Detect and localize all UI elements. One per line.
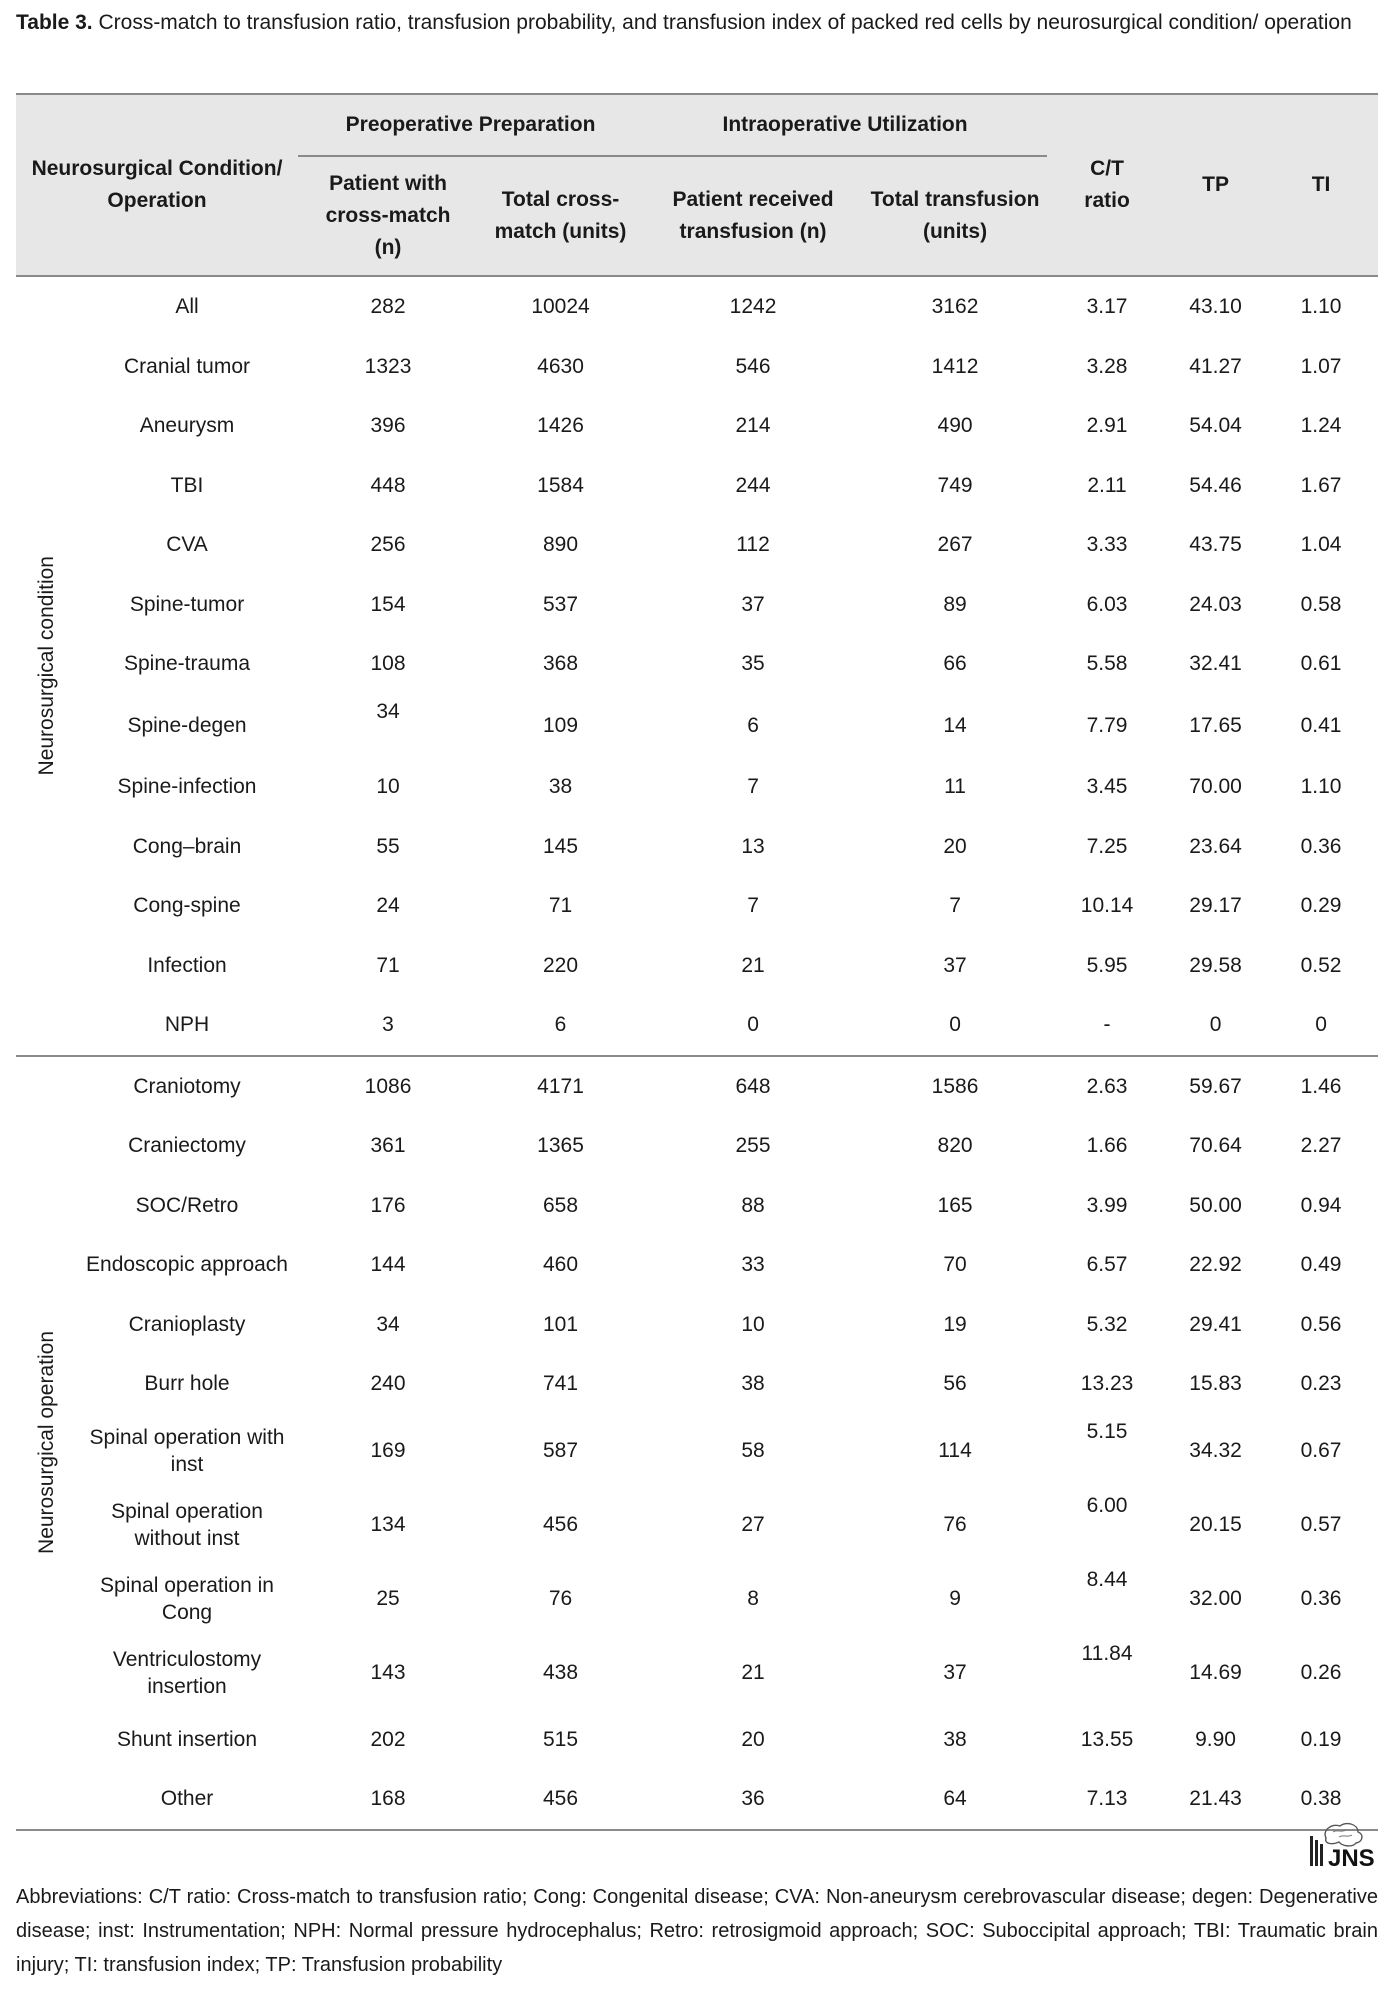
row-name-cell: Spine-tumor (129, 592, 245, 616)
ct-ratio-cell: 7.13 (1047, 1769, 1167, 1830)
total-transfusion-cell: 165 (937, 1193, 973, 1217)
ti-cell: 0 (1264, 995, 1378, 1056)
table-row (16, 1056, 1378, 1117)
total-transfusion-cell: 66 (943, 652, 967, 676)
row-name-cell: Shunt insertion (116, 1727, 258, 1751)
row-name-cell: Ventriculostomy insertion (112, 1647, 262, 1698)
table-row (16, 1116, 1378, 1176)
ti-cell: 0.19 (1300, 1727, 1342, 1751)
total-transfusion-cell: 56 (943, 1372, 967, 1396)
tp-cell: 29.58 (1189, 953, 1242, 977)
table-row (16, 1710, 1378, 1770)
patient-transfusion-cell: 27 (741, 1513, 765, 1536)
ti-cell: 0.61 (1300, 652, 1342, 676)
ti-cell: 2.27 (1300, 1134, 1342, 1158)
table-row (16, 1562, 1378, 1636)
total-transfusion-cell: 3162 (931, 295, 979, 319)
row-name-cell: Cong-spine (133, 894, 241, 918)
ti-cell: 1.10 (1300, 775, 1342, 799)
header-patient-transfusion: Patient received transfusion (n) (643, 156, 863, 276)
patient-transfusion-cell: 244 (735, 473, 771, 497)
patient-crossmatch-cell: 1323 (364, 354, 412, 378)
table-row (16, 515, 1378, 575)
patient-crossmatch-cell: 108 (370, 652, 406, 676)
group-label-condition (16, 276, 76, 1056)
ti-cell: 1.10 (1300, 295, 1342, 319)
table-row (16, 634, 1378, 694)
tp-cell: 29.41 (1189, 1312, 1242, 1336)
patient-crossmatch-cell: 34 (376, 699, 400, 723)
patient-crossmatch-cell: 240 (370, 1372, 406, 1396)
row-name-cell: Spinal operation with inst (89, 1425, 285, 1476)
table-row (16, 936, 1378, 996)
row-name-cell: Cranioplasty (128, 1312, 246, 1336)
tp-cell: 32.41 (1189, 652, 1242, 676)
table-row (16, 396, 1378, 456)
journal-logo (1306, 1820, 1378, 1870)
tp-cell: 32.00 (1189, 1587, 1242, 1610)
patient-crossmatch-cell: 169 (370, 1439, 406, 1462)
total-transfusion-cell: 70 (943, 1253, 967, 1277)
ti-cell: 0.49 (1300, 1253, 1342, 1277)
table-row (16, 995, 1378, 1056)
patient-crossmatch-cell: 1086 (364, 1074, 412, 1098)
ct-ratio-cell: - (1047, 995, 1167, 1056)
total-transfusion-cell: 20 (943, 834, 967, 858)
patient-transfusion-cell: 36 (643, 1769, 863, 1830)
patient-crossmatch-cell: 10 (376, 775, 400, 799)
header-ti: TI (1264, 94, 1378, 276)
total-crossmatch-cell: 460 (543, 1253, 579, 1277)
patient-crossmatch-cell: 396 (370, 414, 406, 438)
tp-cell: 23.64 (1189, 834, 1242, 858)
total-crossmatch-cell: 38 (548, 775, 573, 799)
patient-transfusion-cell: 20 (741, 1727, 765, 1751)
ct-ratio-cell: 13.55 (1080, 1727, 1134, 1751)
patient-transfusion-cell: 58 (741, 1439, 765, 1462)
header-total-transfusion: Total transfusion (units) (863, 156, 1047, 276)
table-row (16, 337, 1378, 397)
total-transfusion-cell: 820 (937, 1134, 973, 1158)
total-transfusion-cell: 114 (938, 1439, 972, 1462)
total-transfusion-cell: 37 (943, 953, 967, 977)
ti-cell: 0.29 (1300, 894, 1342, 918)
patient-transfusion-cell: 88 (741, 1193, 765, 1217)
patient-crossmatch-cell: 168 (298, 1769, 478, 1830)
ti-cell: 0.36 (1300, 834, 1342, 858)
total-transfusion-cell: 9 (949, 1587, 961, 1610)
tp-cell: 54.04 (1189, 414, 1242, 438)
total-transfusion-cell: 19 (943, 1312, 967, 1336)
tp-cell: 9.90 (1195, 1727, 1236, 1751)
ti-cell: 1.07 (1300, 354, 1342, 378)
ti-cell: 0.36 (1300, 1587, 1342, 1610)
patient-transfusion-cell: 546 (735, 354, 771, 378)
ct-ratio-cell: 3.99 (1086, 1193, 1128, 1217)
patient-transfusion-cell: 214 (735, 414, 771, 438)
table-header (16, 94, 1378, 276)
row-name-cell: Burr hole (144, 1372, 230, 1396)
table-row (16, 817, 1378, 877)
table-row (16, 1235, 1378, 1295)
patient-crossmatch-cell: 134 (370, 1513, 406, 1536)
row-name-cell: NPH (76, 995, 298, 1056)
ti-cell: 0.94 (1300, 1193, 1342, 1217)
total-transfusion-cell: 1412 (931, 354, 979, 378)
tp-cell: 50.00 (1189, 1193, 1242, 1217)
table-container (16, 93, 1378, 1831)
total-transfusion-cell: 11 (944, 775, 966, 799)
tp-cell: 14.69 (1189, 1661, 1242, 1684)
total-crossmatch-cell: 71 (548, 894, 573, 918)
patient-transfusion-cell: 112 (736, 533, 770, 557)
row-name-cell: CVA (166, 533, 208, 557)
abbreviations-footnote: Abbreviations: C/T ratio: Cross-match to transfusion ratio; Cong: Congenital disease; CVA: Non-aneurysm cerebrovascular disease; degen: Degenerative disease; inst: Instrumentation; NPH: Normal pressure hydrocephalus; Retro: retrosigmoid approach; SOC: Suboccipital approach; TBI: Traumatic brain injury; TI: transfusion index; TP: Transfusion probability (16, 1886, 1378, 1976)
patient-crossmatch-cell: 55 (376, 834, 400, 858)
total-crossmatch-cell: 587 (543, 1439, 579, 1462)
total-transfusion-cell: 37 (943, 1661, 967, 1684)
total-transfusion-cell: 490 (937, 414, 973, 438)
tp-cell: 24.03 (1189, 592, 1242, 616)
tp-cell: 54.46 (1189, 473, 1242, 497)
patient-transfusion-cell: 7 (747, 894, 759, 918)
transfusion-table (16, 93, 1378, 1831)
total-transfusion-cell: 267 (937, 533, 973, 557)
row-name-cell: Infection (147, 953, 227, 977)
tp-cell: 21.43 (1167, 1769, 1264, 1830)
ti-cell: 0.57 (1300, 1513, 1342, 1536)
total-crossmatch-cell: 109 (543, 713, 579, 737)
total-crossmatch-cell: 145 (543, 834, 579, 858)
table-row (16, 1414, 1378, 1488)
total-crossmatch-cell: 76 (548, 1587, 573, 1610)
total-crossmatch-cell: 456 (478, 1769, 643, 1830)
patient-crossmatch-cell: 256 (370, 533, 406, 557)
ti-cell: 0.58 (1300, 592, 1342, 616)
total-transfusion-cell: 1586 (931, 1074, 979, 1098)
tp-cell: 15.83 (1189, 1372, 1242, 1396)
total-crossmatch-cell: 4171 (537, 1074, 584, 1098)
total-crossmatch-cell: 456 (543, 1513, 579, 1536)
patient-transfusion-cell: 7 (747, 775, 759, 799)
row-name-cell: Aneurysm (139, 414, 235, 438)
total-crossmatch-cell: 1365 (537, 1134, 584, 1158)
patient-transfusion-cell: 37 (741, 592, 765, 616)
patient-crossmatch-cell: 176 (370, 1193, 406, 1217)
ct-ratio-cell: 1.66 (1086, 1134, 1128, 1158)
row-name-cell: Cong–brain (132, 834, 242, 858)
ct-ratio-cell: 3.17 (1086, 295, 1128, 319)
patient-transfusion-cell: 38 (741, 1372, 765, 1396)
tp-cell: 41.27 (1189, 354, 1242, 378)
ti-cell: 0.23 (1300, 1372, 1342, 1396)
row-name-cell: Cranial tumor (123, 354, 251, 378)
patient-transfusion-cell: 13 (741, 834, 765, 858)
patient-transfusion-cell: 255 (735, 1134, 771, 1158)
table-row (16, 1176, 1378, 1236)
ti-cell: 0.26 (1300, 1661, 1342, 1684)
total-transfusion-cell: 0 (863, 995, 1047, 1056)
brain-logo-icon (1306, 1820, 1378, 1870)
row-name-cell: Spine-trauma (123, 652, 251, 676)
row-name-cell: Craniectomy (128, 1134, 246, 1158)
header-ct-ratio: C/T ratio (1047, 94, 1167, 276)
ct-ratio-cell: 6.00 (1086, 1493, 1128, 1517)
ti-cell: 1.24 (1300, 414, 1342, 438)
patient-crossmatch-cell: 282 (370, 295, 406, 319)
ti-cell: 0.38 (1264, 1769, 1378, 1830)
header-preoperative-preparation: Preoperative Preparation (298, 94, 643, 156)
row-name-cell: TBI (170, 473, 204, 497)
table-row (16, 1488, 1378, 1562)
patient-crossmatch-cell: 143 (370, 1661, 406, 1684)
ct-ratio-cell: 2.91 (1086, 414, 1128, 438)
patient-transfusion-cell: 21 (741, 953, 765, 977)
ti-cell: 0.52 (1300, 953, 1342, 977)
total-transfusion-cell: 38 (943, 1727, 967, 1751)
caption-text: Cross-match to transfusion ratio, transfusion probability, and transfusion index of packed red cells by neurosurgical condition/ operation (92, 11, 1352, 34)
total-transfusion-cell: 749 (937, 473, 973, 497)
table-row (16, 1354, 1378, 1414)
ct-ratio-cell: 3.45 (1086, 775, 1128, 799)
total-transfusion-cell: 14 (943, 713, 967, 737)
table-body (16, 276, 1378, 1830)
ct-ratio-cell: 5.58 (1086, 652, 1128, 676)
row-name-cell: Other (76, 1769, 298, 1830)
patient-crossmatch-cell: 71 (376, 953, 400, 977)
total-transfusion-cell: 7 (949, 894, 961, 918)
tp-cell: 0 (1167, 995, 1264, 1056)
ct-ratio-cell: 6.03 (1086, 592, 1128, 616)
patient-transfusion-cell: 35 (741, 652, 765, 676)
total-transfusion-cell: 76 (943, 1513, 967, 1536)
row-name-cell: Spinal operation without inst (111, 1499, 263, 1550)
patient-transfusion-cell: 1242 (729, 295, 777, 319)
patient-crossmatch-cell: 25 (376, 1587, 400, 1610)
ct-ratio-cell: 5.15 (1086, 1419, 1128, 1443)
ct-ratio-cell: 8.44 (1086, 1567, 1128, 1591)
patient-crossmatch-cell: 154 (370, 592, 406, 616)
ti-cell: 1.67 (1300, 473, 1342, 497)
total-crossmatch-cell: 890 (543, 533, 579, 557)
header-condition-operation: Neurosurgical Condition/ Operation (16, 94, 298, 276)
total-crossmatch-cell: 1426 (537, 414, 584, 438)
ti-cell: 0.56 (1300, 1312, 1342, 1336)
tp-cell: 17.65 (1189, 713, 1242, 737)
tp-cell: 43.10 (1189, 295, 1242, 319)
tp-cell: 43.75 (1189, 533, 1242, 557)
row-name-cell: All (175, 295, 199, 319)
total-transfusion-cell: 89 (943, 592, 967, 616)
patient-transfusion-cell: 21 (741, 1661, 765, 1684)
ct-ratio-cell: 3.33 (1086, 533, 1128, 557)
tp-cell: 20.15 (1189, 1513, 1242, 1536)
total-crossmatch-cell: 4630 (537, 354, 584, 378)
total-crossmatch-cell: 1584 (537, 473, 584, 497)
patient-crossmatch-cell: 34 (376, 1312, 400, 1336)
row-name-cell: Spine-degen (127, 713, 247, 737)
patient-crossmatch-cell: 202 (370, 1727, 406, 1751)
ct-ratio-cell: 5.32 (1086, 1312, 1128, 1336)
table-caption (16, 6, 1378, 39)
total-crossmatch-cell: 658 (543, 1193, 579, 1217)
total-crossmatch-cell: 6 (478, 995, 643, 1056)
tp-cell: 70.64 (1189, 1134, 1242, 1158)
total-crossmatch-cell: 741 (543, 1372, 579, 1396)
header-tp: TP (1167, 94, 1264, 276)
ct-ratio-cell: 11.84 (1081, 1641, 1133, 1665)
total-crossmatch-cell: 537 (543, 592, 579, 616)
patient-transfusion-cell: 0 (643, 995, 863, 1056)
row-name-cell: Spine-infection (117, 775, 257, 799)
table-row (16, 757, 1378, 817)
patient-transfusion-cell: 10 (741, 1312, 765, 1336)
total-crossmatch-cell: 368 (543, 652, 579, 676)
total-crossmatch-cell: 515 (543, 1727, 579, 1751)
row-name-cell: SOC/Retro (135, 1193, 239, 1217)
row-name-cell: Endoscopic approach (86, 1253, 288, 1277)
row-name-cell: Craniotomy (133, 1074, 241, 1098)
ct-ratio-cell: 7.79 (1086, 713, 1128, 737)
ct-ratio-cell: 3.28 (1086, 354, 1128, 378)
ct-ratio-cell: 7.25 (1086, 834, 1128, 858)
tp-cell: 22.92 (1189, 1253, 1242, 1277)
ct-ratio-cell: 2.63 (1086, 1074, 1128, 1098)
logo-text: JNS (1328, 1845, 1375, 1870)
ti-cell: 0.41 (1300, 713, 1342, 737)
row-name-cell: Spinal operation in Cong (100, 1573, 274, 1624)
ti-cell: 1.04 (1300, 533, 1342, 557)
header-total-crossmatch: Total cross-match (units) (478, 156, 643, 276)
total-crossmatch-cell: 220 (543, 953, 579, 977)
total-crossmatch-cell: 438 (543, 1661, 579, 1684)
total-crossmatch-cell: 101 (543, 1312, 579, 1336)
table-row (16, 1636, 1378, 1710)
table-row (16, 276, 1378, 337)
patient-crossmatch-cell: 361 (370, 1134, 406, 1158)
tp-cell: 70.00 (1189, 775, 1242, 799)
tp-cell: 59.67 (1189, 1074, 1242, 1098)
group-label-operation (16, 1056, 76, 1830)
table-row (16, 1295, 1378, 1355)
patient-crossmatch-cell: 144 (370, 1253, 406, 1277)
ct-ratio-cell: 5.95 (1086, 953, 1128, 977)
caption-label: Table 3. (16, 11, 93, 34)
patient-crossmatch-cell: 24 (376, 894, 400, 918)
tp-cell: 34.32 (1189, 1439, 1242, 1462)
patient-transfusion-cell: 8 (747, 1587, 759, 1610)
ct-ratio-cell: 6.57 (1086, 1253, 1128, 1277)
ct-ratio-cell: 10.14 (1080, 894, 1134, 918)
table-row (16, 1769, 1378, 1830)
table-row (16, 456, 1378, 516)
patient-crossmatch-cell: 448 (370, 473, 406, 497)
table-row (16, 575, 1378, 635)
ti-cell: 1.46 (1300, 1074, 1342, 1098)
table-row (16, 694, 1378, 758)
group-label-text: Neurosurgical condition (34, 556, 58, 776)
header-patient-crossmatch: Patient with cross-match (n) (298, 156, 478, 276)
total-crossmatch-cell: 10024 (531, 295, 590, 319)
ct-ratio-cell: 2.11 (1087, 473, 1127, 497)
tp-cell: 29.17 (1189, 894, 1242, 918)
table-row (16, 876, 1378, 936)
group-label-text: Neurosurgical operation (34, 1331, 58, 1554)
patient-crossmatch-cell: 3 (298, 995, 478, 1056)
ct-ratio-cell: 13.23 (1080, 1372, 1134, 1396)
ti-cell: 0.67 (1300, 1439, 1342, 1462)
patient-transfusion-cell: 33 (741, 1253, 765, 1277)
patient-transfusion-cell: 648 (735, 1074, 771, 1098)
total-transfusion-cell: 64 (863, 1769, 1047, 1830)
header-intraoperative-utilization: Intraoperative Utilization (643, 94, 1047, 156)
patient-transfusion-cell: 6 (747, 713, 759, 737)
